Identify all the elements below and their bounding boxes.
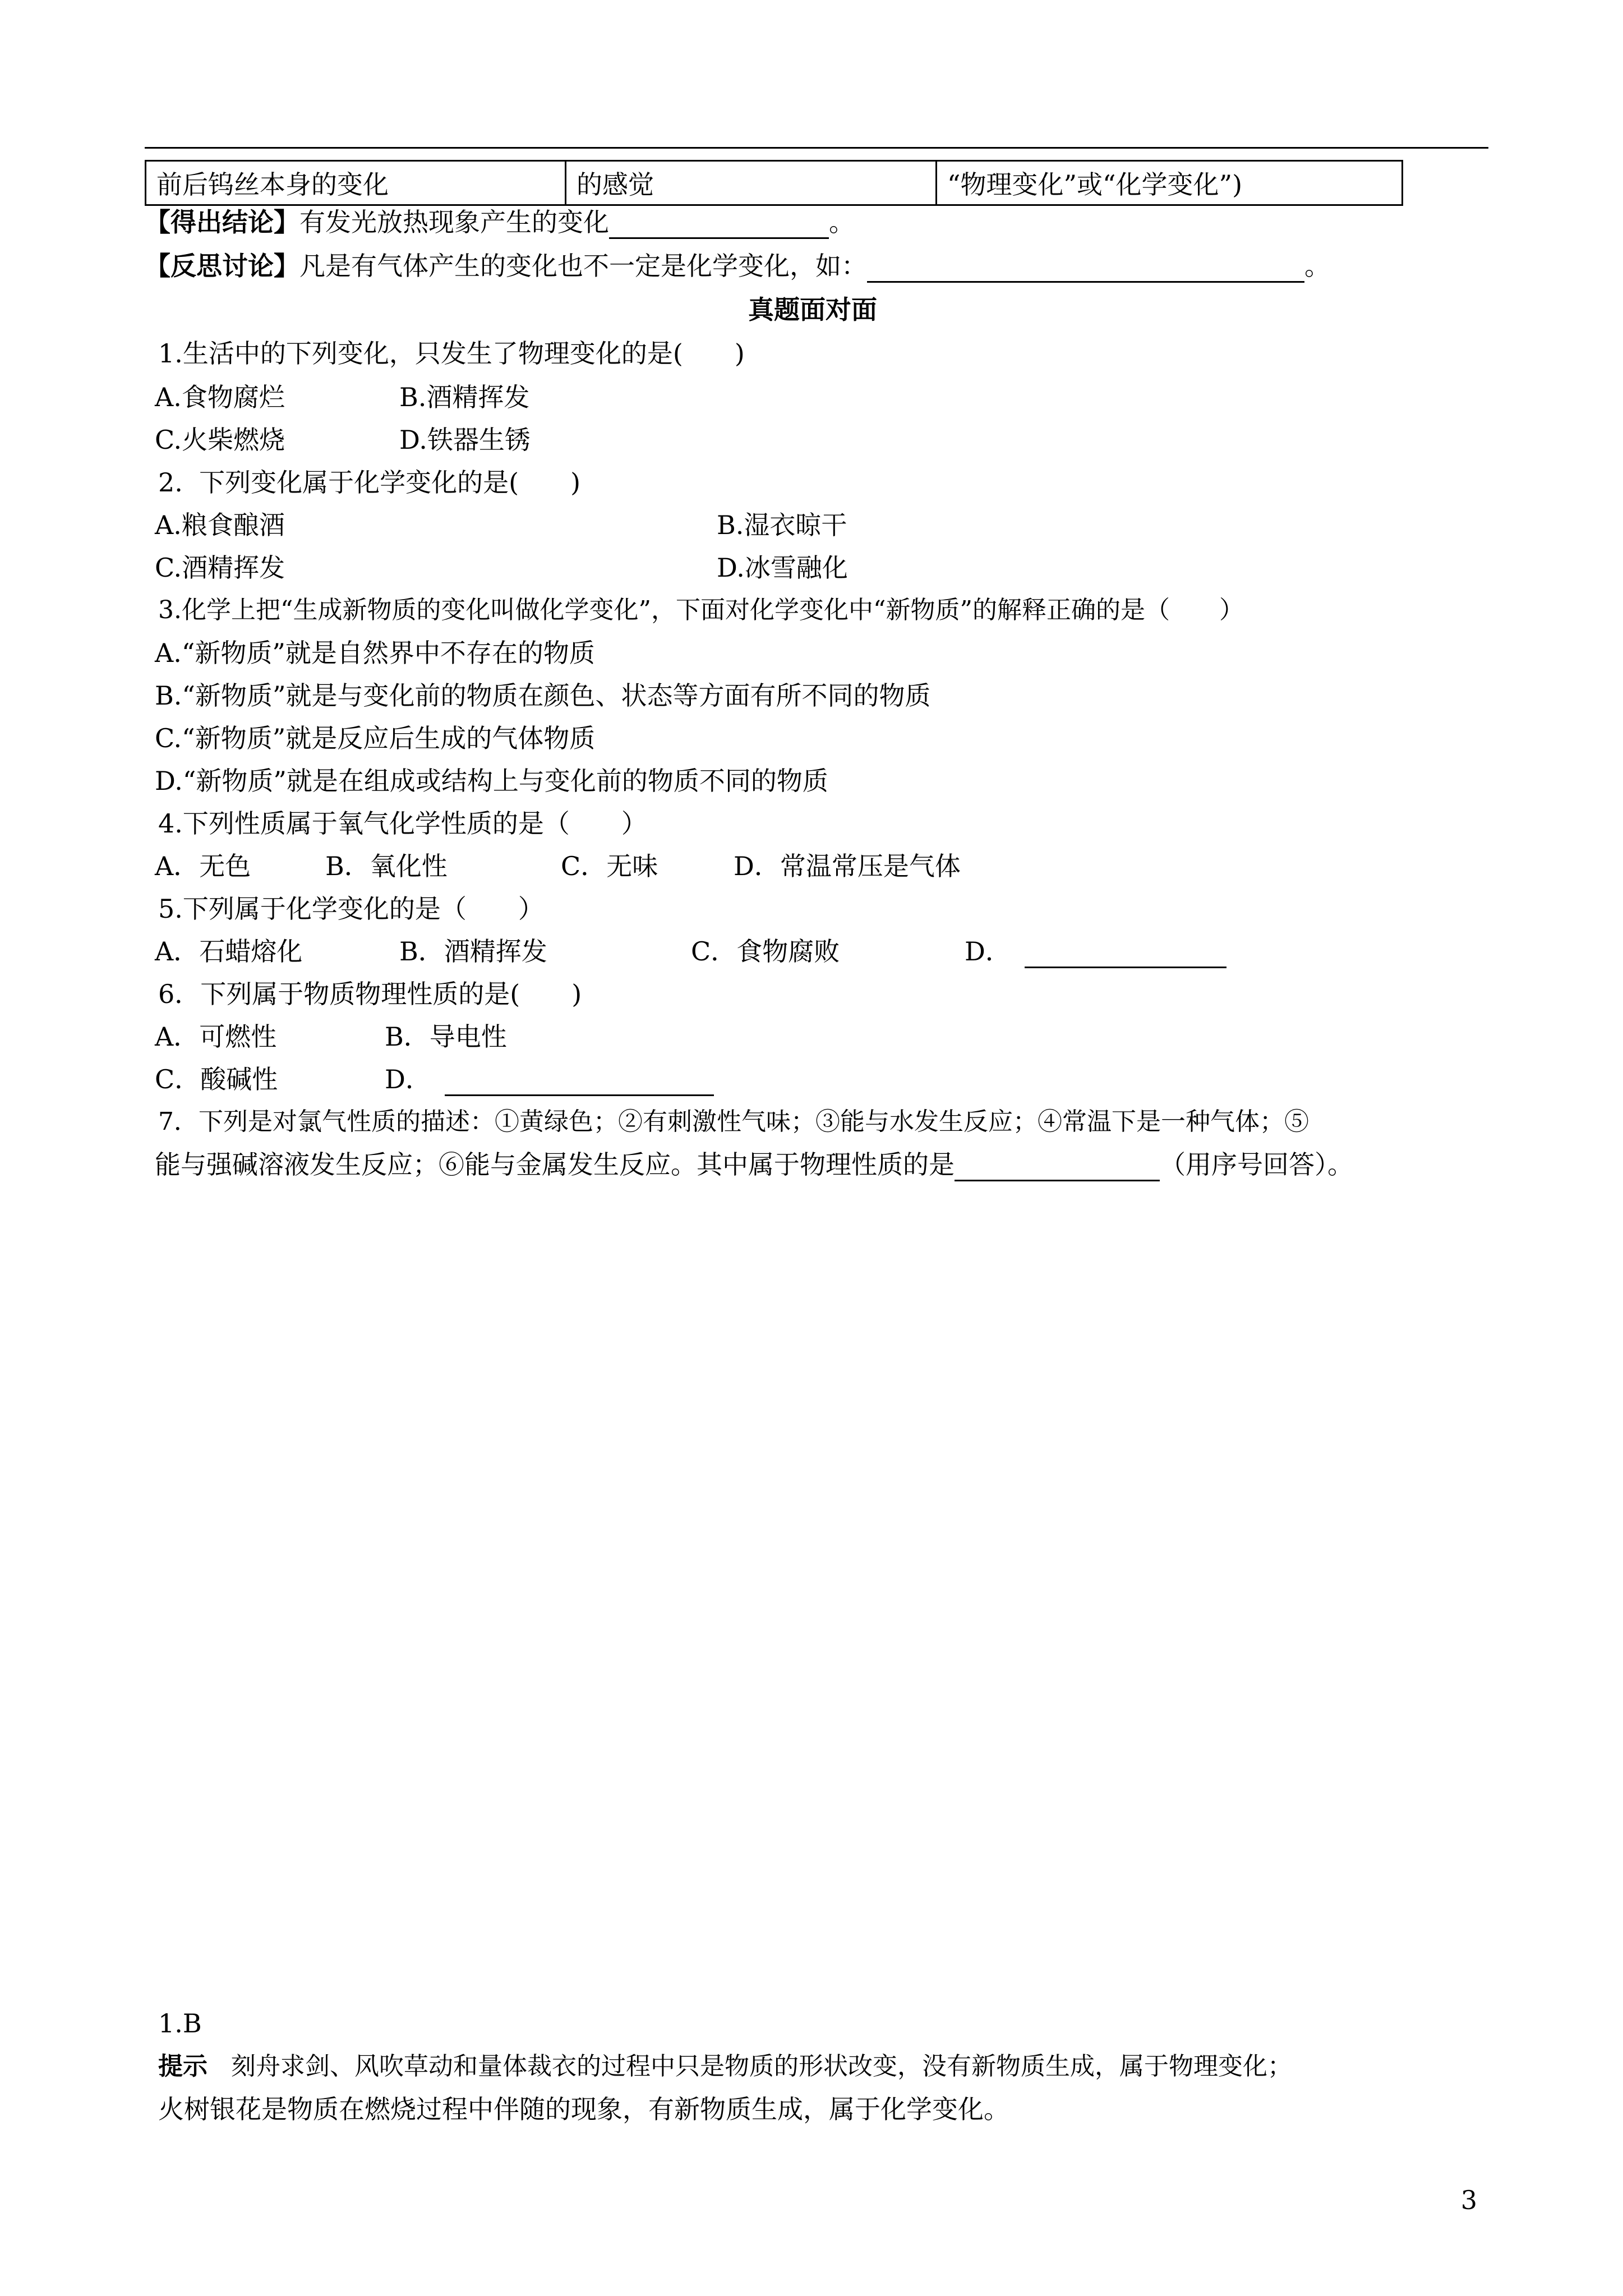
reflection-blank (867, 253, 1304, 283)
table-cell: 的感觉 (566, 161, 937, 205)
reflection-end: 。 (1304, 251, 1330, 281)
table-cell: 前后钨丝本身的变化 (146, 161, 566, 205)
conclusion-blank (609, 209, 829, 239)
q6-option-d-label: D． (385, 1064, 431, 1094)
q7-line2-text: 能与强碱溶液发生反应；⑥能与金属发生反应。其中属于物理性质的是 (155, 1149, 955, 1180)
answer-hint-line1 (158, 2050, 1292, 2083)
reflection-text: 凡是有气体产生的变化也不一定是化学变化，如： (299, 251, 867, 281)
top-rule (145, 147, 1488, 149)
q3-option-d: D.“新物质”就是在组成或结构上与变化前的物质不同的物质 (155, 766, 828, 796)
q2-option-a: A.粮食酿酒 (155, 510, 285, 540)
q4-option-b: B．氧化性 (325, 851, 448, 881)
q5-stem: 5.下列属于化学变化的是（ ） (158, 894, 544, 924)
q3-stem: 3.化学上把“生成新物质的变化叫做化学变化”，下面对化学变化中“新物质”的解释正确的是（ ） (158, 596, 1244, 624)
q5-option-d (965, 935, 1227, 968)
q2-option-b: B.湿衣晾干 (717, 510, 847, 540)
answer-hint-line2: 火树银花是物质在燃烧过程中伴随的现象，有新物质生成，属于化学变化。 (158, 2094, 1009, 2124)
page-number: 3 (1460, 2185, 1477, 2215)
q2-stem: 2. 下列变化属于化学变化的是( ) (158, 467, 581, 498)
q4-option-c: C．无味 (561, 851, 658, 881)
q4-stem: 4.下列性质属于氧气化学性质的是（ ） (158, 808, 647, 839)
q5-blank (1025, 938, 1227, 968)
q6-stem: 6．下列属于物质物理性质的是( ) (158, 979, 582, 1009)
q5-option-b: B．酒精挥发 (399, 936, 547, 967)
hint-text-1: 刻舟求剑、风吹草动和量体裁衣的过程中只是物质的形状改变，没有新物质生成，属于物理变化； (230, 2052, 1292, 2081)
q7-line2-end: （用序号回答）。 (1160, 1149, 1353, 1180)
q2-option-d: D.冰雪融化 (717, 553, 848, 583)
q5-option-d-label: D． (965, 936, 1011, 967)
q6-option-d (385, 1062, 714, 1096)
q1-stem: 1.生活中的下列变化，只发生了物理变化的是( ) (158, 338, 745, 369)
q5-option-c: C．食物腐败 (691, 936, 840, 967)
q7-line2 (155, 1148, 1353, 1181)
q6-option-a: A．可燃性 (155, 1022, 277, 1052)
q6-blank (445, 1066, 714, 1096)
experiment-table-fragment (145, 160, 1403, 206)
q7-blank (955, 1152, 1160, 1181)
conclusion-line (145, 205, 855, 239)
answer-number: 1.B (158, 2008, 202, 2039)
conclusion-label: 【得出结论】 (145, 207, 299, 237)
section-title: 真题面对面 (748, 295, 877, 325)
reflection-label: 【反思讨论】 (145, 251, 299, 281)
q1-option-a: A.食物腐烂 (155, 382, 285, 412)
q7-line1: 7．下列是对氯气性质的描述：①黄绿色；②有刺激性气味；③能与水发生反应；④常温下是一种气体；⑤ (158, 1107, 1309, 1136)
q3-option-b: B.“新物质”就是与变化前的物质在颜色、状态等方面有所不同的物质 (155, 680, 931, 711)
conclusion-text: 有发光放热现象产生的变化 (299, 207, 609, 237)
q1-option-b: B.酒精挥发 (399, 382, 530, 412)
q1-option-d: D.铁器生锈 (399, 425, 531, 455)
q6-option-b: B．导电性 (385, 1022, 507, 1052)
conclusion-end: 。 (829, 207, 855, 237)
q2-option-c: C.酒精挥发 (155, 553, 285, 583)
table-row (146, 161, 1403, 205)
hint-label: 提示 (158, 2052, 208, 2081)
q1-option-c: C.火柴燃烧 (155, 425, 285, 455)
reflection-line (145, 249, 1330, 283)
q6-option-c: C．酸碱性 (155, 1064, 278, 1094)
q5-option-a: A．石蜡熔化 (155, 936, 303, 967)
q4-option-d: D．常温常压是气体 (734, 851, 961, 881)
q3-option-c: C.“新物质”就是反应后生成的气体物质 (155, 723, 596, 753)
table-cell: “物理变化”或“化学变化”) (937, 161, 1403, 205)
q3-option-a: A.“新物质”就是自然界中不存在的物质 (155, 638, 595, 668)
q4-option-a: A．无色 (155, 851, 251, 881)
